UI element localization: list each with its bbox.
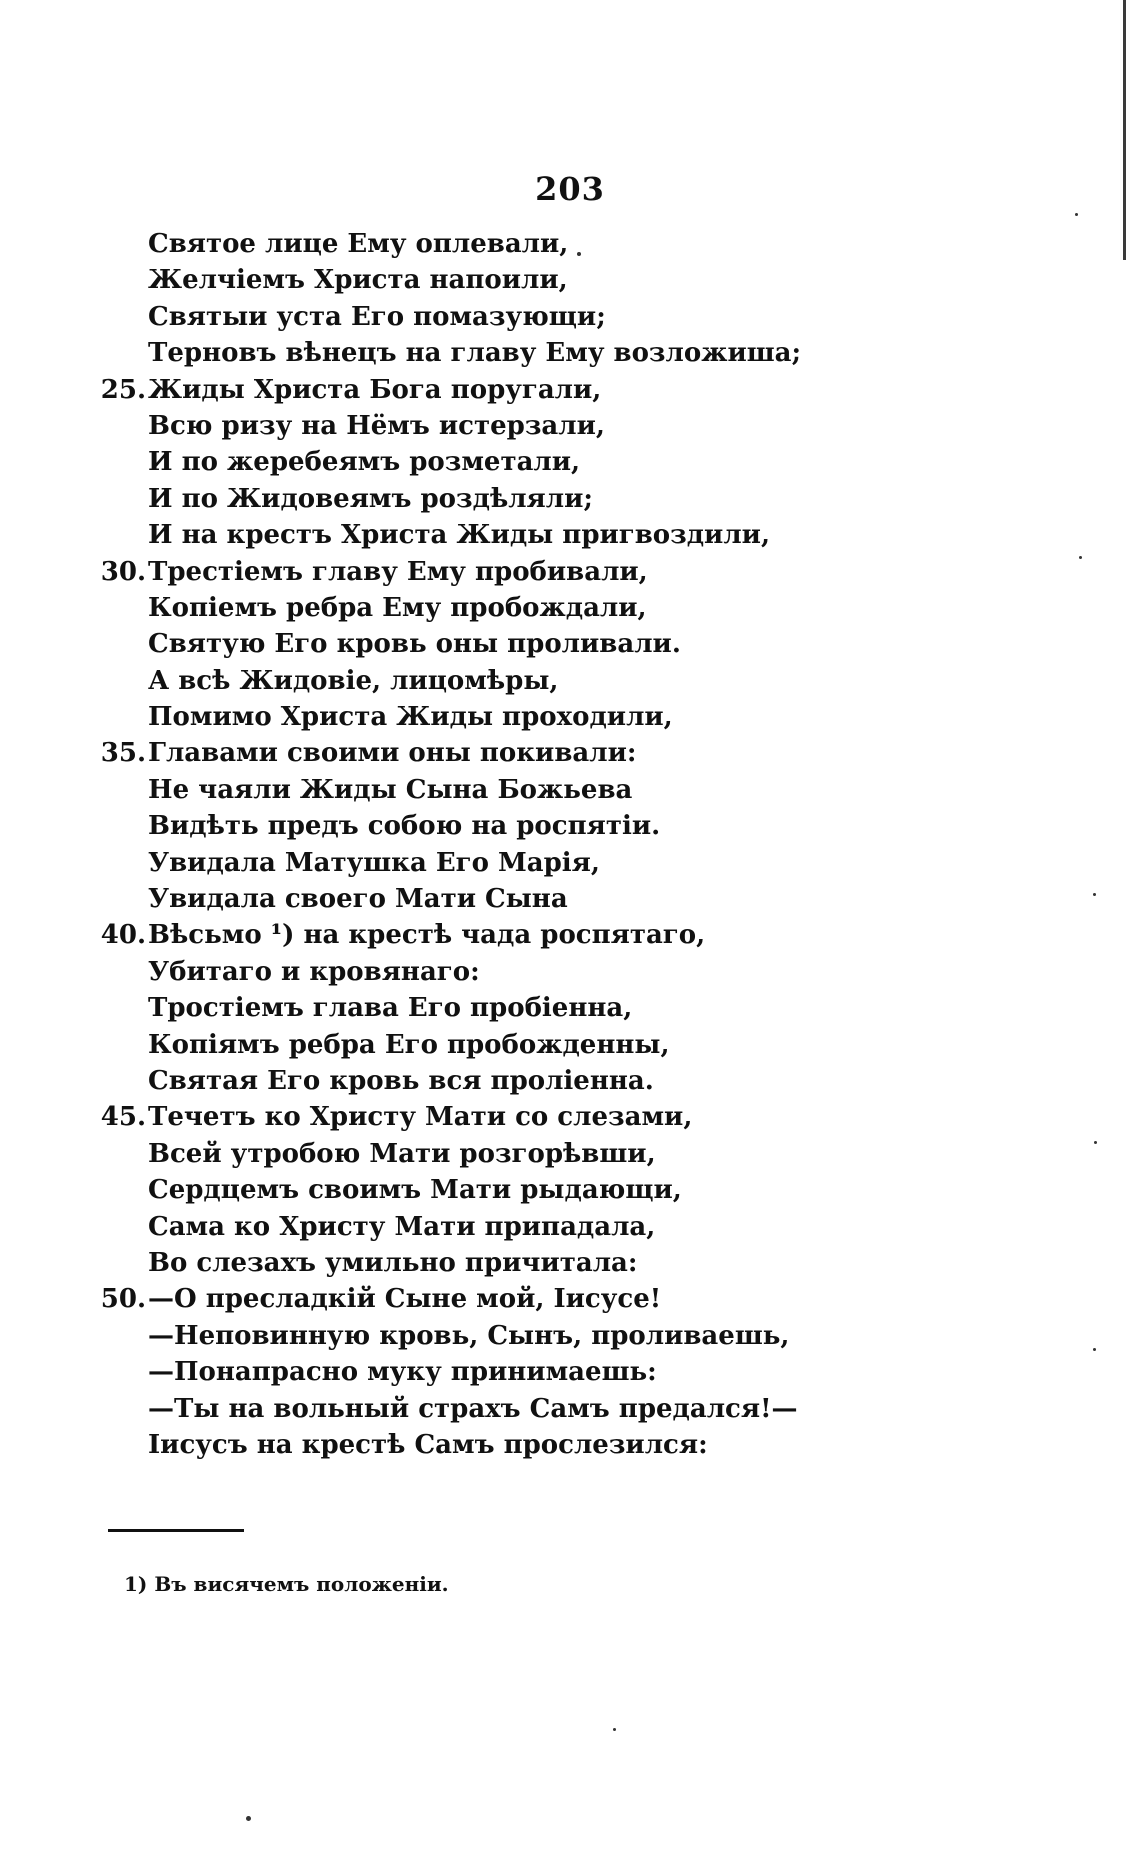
verse-line [0,481,1140,517]
verse-text: Іисусъ на крестѣ Самъ прослезился: [148,1429,708,1460]
verse-line [0,590,1140,626]
verse-line [0,299,1140,335]
verse-text: Святую Его кровь оны проливали. [148,629,681,660]
verse-line [0,699,1140,735]
verse-text: Сердцемъ своимъ Мати рыдающи, [148,1175,682,1206]
verse-text: И по жеребеямъ розметали, [148,447,581,478]
page-number: 203 [535,170,605,208]
page-edge-line [1123,0,1126,260]
verse-text: Увидала Матушка Его Марія, [148,847,600,878]
verse-text: Жиды Христа Бога поругали, [148,374,602,405]
verse-line [0,1136,1140,1172]
verse-number: 30. [100,556,146,587]
verse-text: Течетъ ко Христу Мати со слезами, [148,1102,693,1133]
verse-text: —О пресладкій Сыне мой, Іисусе! [148,1284,662,1315]
verse-text: —Понапрасно муку принимаешь: [148,1357,657,1388]
verse-line [0,1027,1140,1063]
verse-text: —Неповинную кровь, Сынъ, проливаешь, [148,1320,790,1351]
verse-number: 35. [100,738,146,769]
verse-line [0,663,1140,699]
print-speck [246,1816,251,1821]
verse-line [0,444,1140,480]
verse-line [0,881,1140,917]
verse-text: Желчіемъ Христа напоили, [148,265,568,296]
verse-line [0,262,1140,298]
verse-text: Видѣть предъ собою на роспятіи. [148,811,661,842]
verse-line [0,990,1140,1026]
verse-number: 45. [100,1102,146,1133]
verse-text: Сама ко Христу Мати припадала, [148,1211,656,1242]
verse-line [0,845,1140,881]
print-speck [1075,213,1078,216]
verse-line [0,554,1140,590]
print-speck [1094,1141,1097,1144]
verse-text: Трестіемъ главу Ему пробивали, [148,556,648,587]
verse-line [0,335,1140,371]
verse-text: —Ты на вольный страхъ Самъ предался!— [148,1393,798,1424]
verse-number: 50. [100,1284,146,1315]
verse-text: Во слезахъ умильно причитала: [148,1247,638,1278]
verse-text: Главами своими оны покивали: [148,738,637,769]
verse-line [0,372,1140,408]
verse-text: И на крестъ Христа Жиды пригвоздили, [148,520,771,551]
verse-line [0,1281,1140,1317]
verse-text: Увидала своего Мати Сына [148,884,568,915]
verse-number: 25. [100,374,146,405]
footnote: 1) Въ висячемъ положеніи. [124,1572,449,1596]
print-speck [1079,556,1082,559]
verse-number: 40. [100,920,146,951]
verse-line [0,808,1140,844]
footnote-divider [108,1529,244,1532]
verse-text: Копіямъ ребра Его пробожденны, [148,1029,670,1060]
verse-text: И по Жидовеямъ роздѣляли; [148,483,593,514]
verse-text: Терновъ вѣнецъ на главу Ему возложиша; [148,338,802,369]
verse-text: Вѣсьмо ¹) на крестѣ чада роспятаго, [148,920,706,951]
verse-text: Всю ризу на Нёмъ истерзали, [148,410,605,441]
verse-line [0,1427,1140,1463]
verse-text: Не чаяли Жиды Сына Божьева [148,774,633,805]
verse-line [0,1391,1140,1427]
verse-text: Тростіемъ глава Его пробіенна, [148,993,633,1024]
verse-text: Всей утробою Мати розгорѣвши, [148,1138,656,1169]
verse-text: Копіемъ ребра Ему пробождали, [148,592,647,623]
verse-block [0,226,1140,1463]
print-speck [577,252,581,256]
verse-line [0,917,1140,953]
verse-line [0,1099,1140,1135]
verse-line [0,1209,1140,1245]
verse-line [0,1172,1140,1208]
verse-line [0,1318,1140,1354]
verse-line [0,735,1140,771]
verse-text: Святыи уста Его помазующи; [148,301,606,332]
verse-line [0,626,1140,662]
print-speck [1093,1348,1096,1351]
print-speck [613,1728,616,1731]
verse-text: Святая Его кровь вся проліенна. [148,1065,654,1096]
verse-text: Святое лице Ему оплевали, [148,229,569,259]
verse-line [0,517,1140,553]
verse-line [0,1245,1140,1281]
verse-line [0,408,1140,444]
verse-line [0,1063,1140,1099]
verse-text: А всѣ Жидовіе, лицомѣры, [148,665,559,696]
verse-line [0,772,1140,808]
verse-line [0,1354,1140,1390]
verse-line [0,954,1140,990]
verse-text: Помимо Христа Жиды проходили, [148,702,673,733]
print-speck [1093,893,1096,896]
verse-text: Убитаго и кровянаго: [148,956,480,987]
verse-line [0,226,1140,262]
